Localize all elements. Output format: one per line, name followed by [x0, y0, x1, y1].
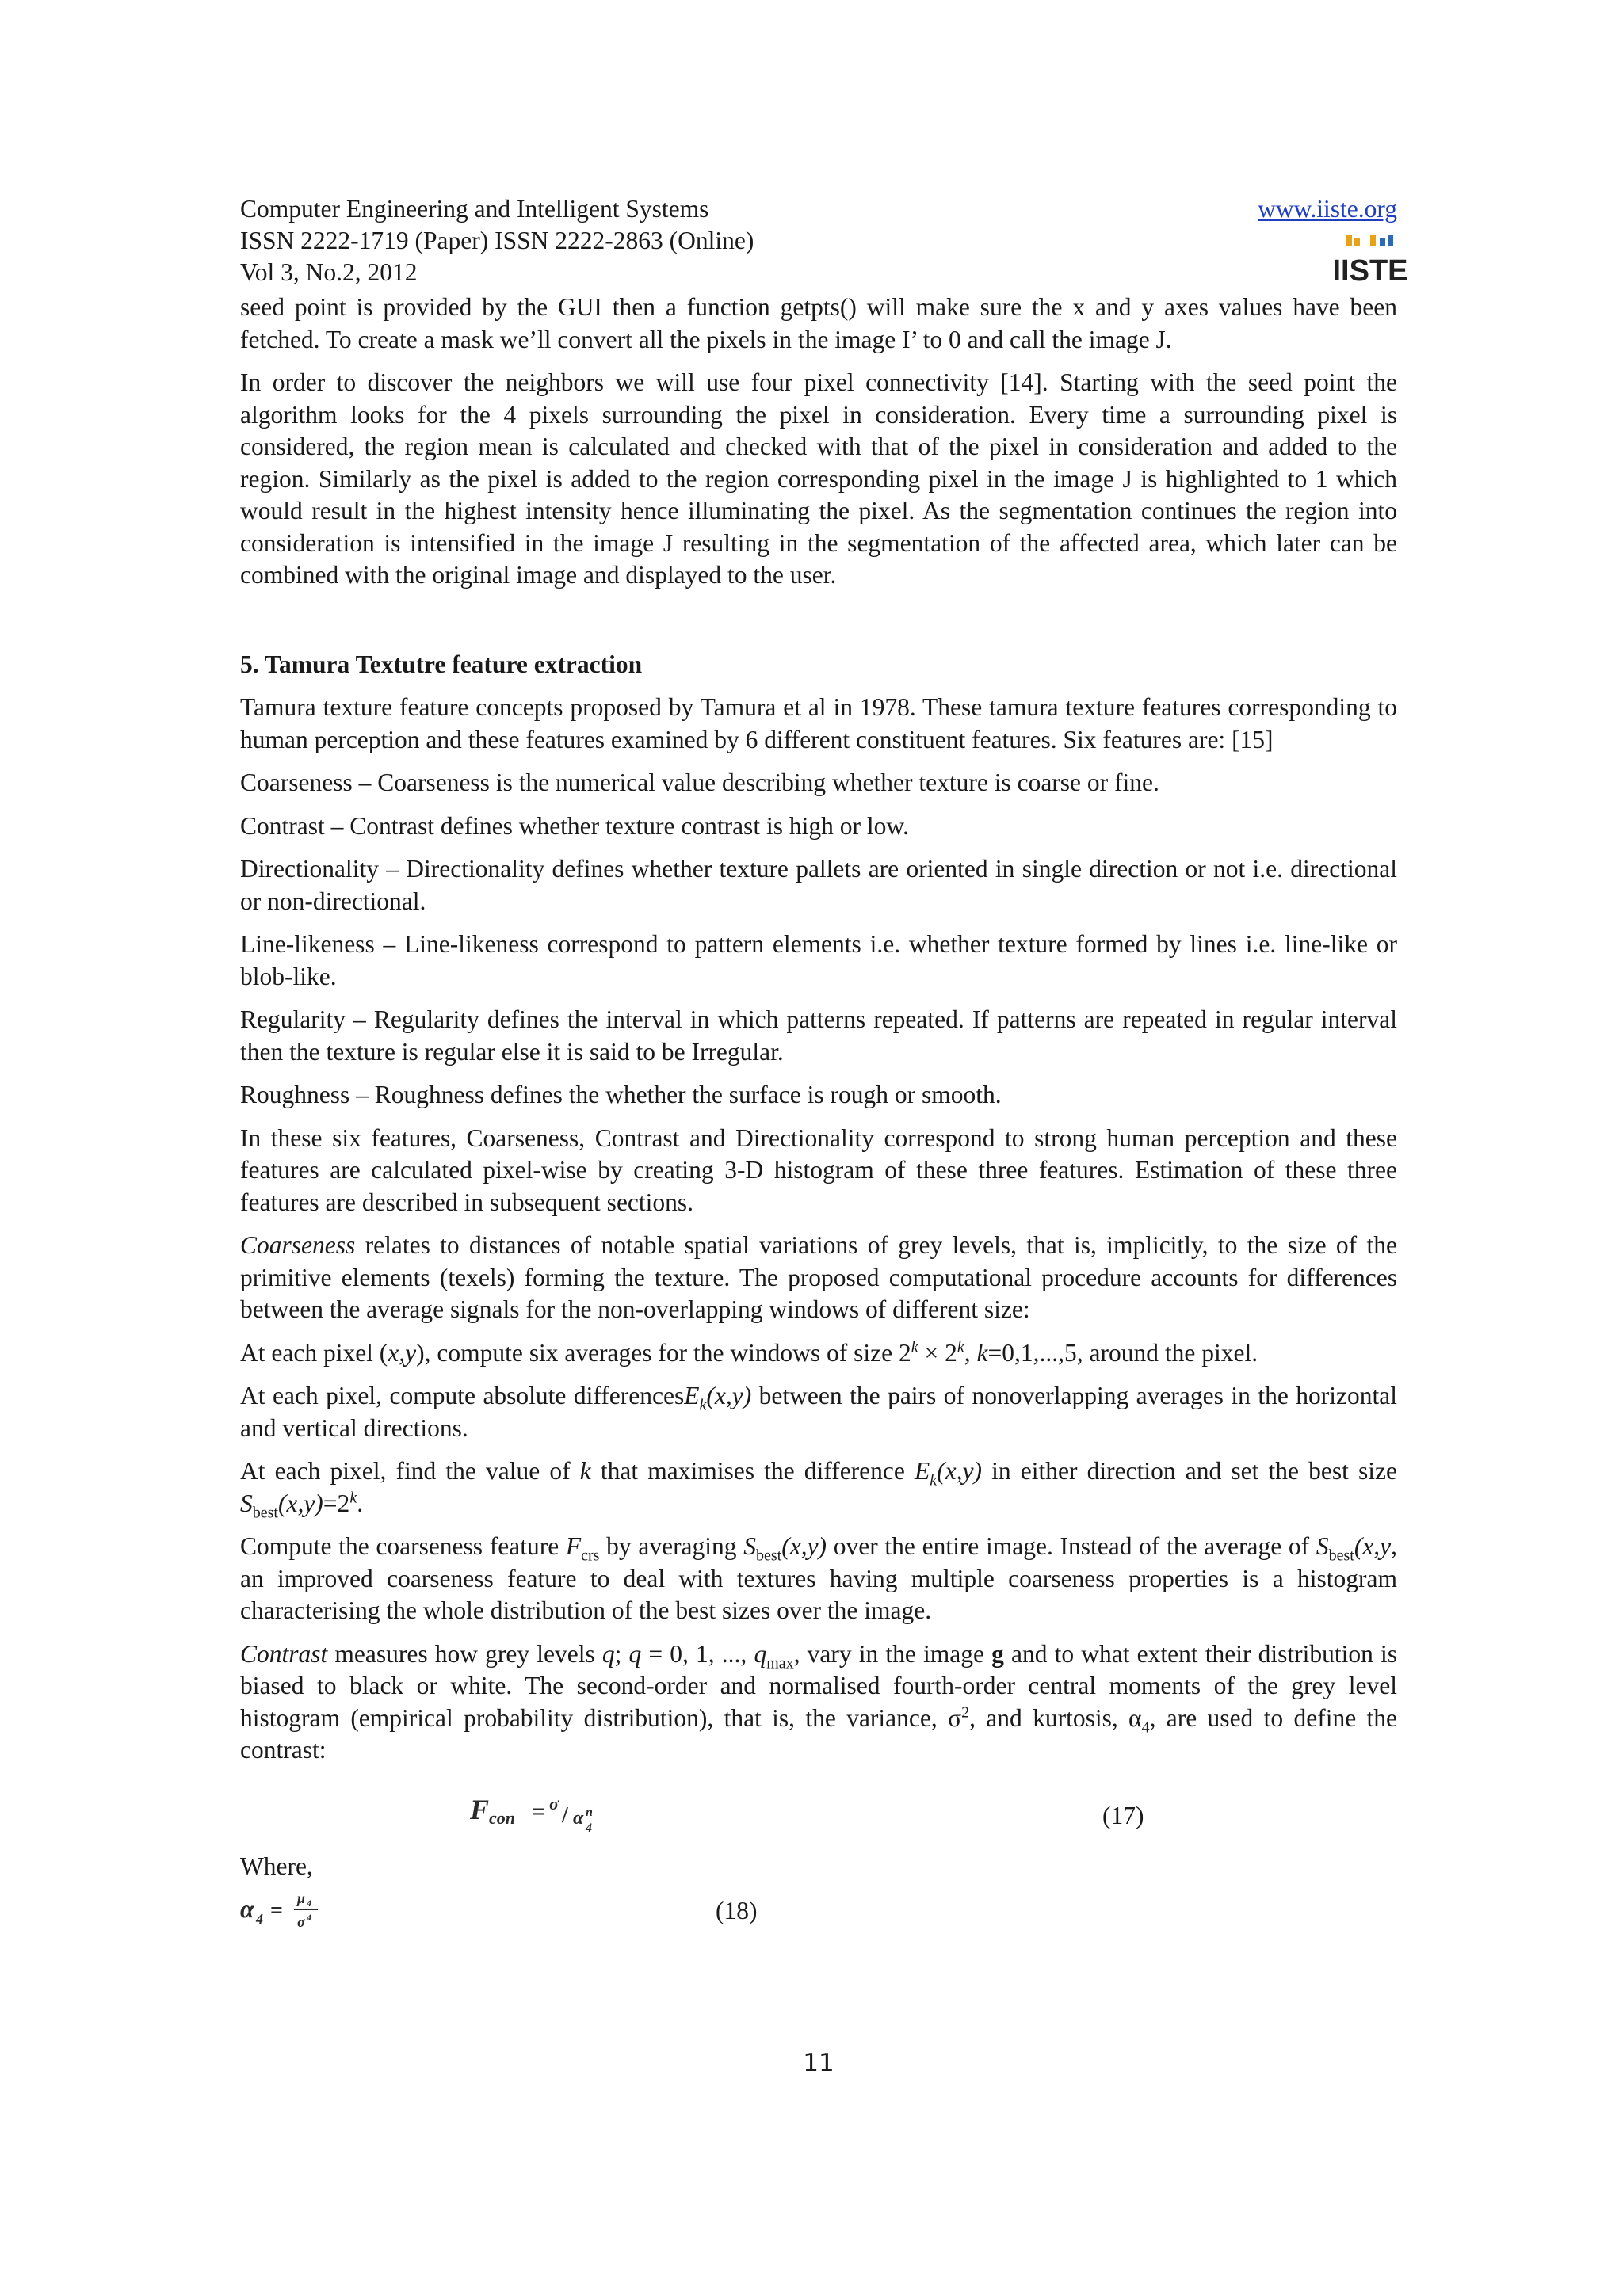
page-number: 11 [803, 2049, 834, 2077]
journal-url-link[interactable]: www.iiste.org [1258, 195, 1397, 223]
paragraph: Coarseness – Coarseness is the numerical value describing whether texture is coarse or fine. [240, 769, 1159, 796]
iiste-logo [1332, 233, 1408, 288]
equation-17 [240, 1784, 1397, 1851]
svg-text:α: α [573, 1807, 584, 1829]
paragraph: Directionality – Directionality defines whether texture pallets are oriented in single direction or not i.e. directional or non-directional. [240, 855, 1397, 915]
equation-17-image [470, 1789, 676, 1840]
paragraph: Roughness – Roughness defines the whether the surface is rough or smooth. [240, 1081, 1002, 1108]
journal-name: Computer Engineering and Intelligent Systems [240, 195, 709, 223]
svg-text:4: 4 [256, 1910, 263, 1927]
svg-text:4: 4 [586, 1821, 592, 1835]
paragraph-maximise: At each pixel, find the value of k that maximises the difference $E_k(x,y)$ in either direction and set the best size $S_{best}(x,y)=2^k$. [240, 1457, 1397, 1521]
svg-text:α: α [240, 1894, 254, 1923]
journal-header [240, 193, 1408, 292]
term-contrast: Contrast [240, 1639, 328, 1668]
paragraph: In order to discover the neighbors we will use four pixel connectivity [14]. Starting with the seed point the algorithm looks for the 4 pixels surrounding the pixel in consideration. Every time a surrounding pixel is considered, the region mean is calculated and checked with that of the pixel in consideration and added to the region. Similarly as the pixel is added to the region corresponding pixel in the image J is highlighted to 1 which would result in the highest intensity hence illuminating the pixel. As the segmentation continues the region into consideration is intensified in the image J resulting in the segmentation of the affected area, which later can be combined with the original image and displayed to the user. [240, 368, 1397, 589]
journal-issn: ISSN 2222-1719 (Paper) ISSN 2222-2863 (Online) [240, 227, 754, 254]
where-label: Where, [240, 1852, 313, 1880]
paragraph-averages: At each pixel (x,y), compute six averages for the windows of size $2^k \times 2^k$, k=0,1,...,5, around the pixel. [240, 1338, 1258, 1367]
svg-text:σ: σ [549, 1793, 559, 1814]
paragraph: Regularity – Regularity defines the interval in which patterns repeated. If patterns are repeated in regular interval then the texture is regular else it is said to be Irregular. [240, 1005, 1397, 1066]
paragraph: seed point is provided by the GUI then a function getpts() will make sure the x and y axes values have been fetched. To create a mask we’ll convert all the pixels in the image I’ to 0 and call the image J. [240, 293, 1397, 353]
svg-text:μ: μ [297, 1890, 306, 1906]
svg-text:σ: σ [297, 1913, 305, 1930]
paragraph-differences: At each pixel, compute absolute differencesE$_k$(x,y) between the pairs of nonoverlapping averages in the horizontal and vertical directions. [240, 1382, 1397, 1442]
svg-text:=: = [532, 1798, 546, 1825]
paragraph: Contrast – Contrast defines whether texture contrast is high or low. [240, 811, 909, 840]
paragraph-coarseness: Coarseness relates to distances of notable spatial variations of grey levels, that is, implicitly, to the size of the primitive elements (texels) forming the texture. The proposed computational procedure accounts for differences between the average signals for the non-overlapping windows of different size: [240, 1231, 1397, 1323]
journal-volume: Vol 3, No.2, 2012 [240, 258, 418, 286]
svg-text:4: 4 [307, 1897, 311, 1909]
equation-18 [240, 1887, 1397, 1943]
svg-text:F: F [470, 1793, 490, 1825]
svg-text:n: n [586, 1805, 593, 1819]
paragraph: Line-likeness – Line-likeness correspond to pattern elements i.e. whether texture formed by lines i.e. line-like or blob-like. [240, 930, 1397, 990]
term-coarseness: Coarseness [240, 1231, 356, 1259]
svg-text:con: con [489, 1807, 515, 1828]
paragraph: Tamura texture feature concepts proposed by Tamura et al in 1978. These tamura texture features corresponding to human perception and these features examined by 6 different constituent features. Six features are: [15] [240, 693, 1397, 753]
section-heading: 5. Tamura Textutre feature extraction [240, 650, 643, 678]
article-body [240, 292, 1397, 1943]
equation-18-image [240, 1887, 327, 1936]
paragraph-coarseness-feature: Compute the coarseness feature $F_{crs}$ by averaging $S_{best}(x,y)$ over the entire image. Instead of the average of $S_{best}(x,y$, an improved coarseness feature to deal with textures having multiple coarseness properties is a histogram characterising the whole distribution of the best sizes over the image. [240, 1532, 1398, 1624]
svg-text:/: / [562, 1802, 568, 1828]
equation-17-number: (17) [1102, 1801, 1144, 1829]
logo-text: IISTE [1332, 254, 1408, 288]
paragraph-contrast: Contrast measures how grey levels q; q = 0, 1, ..., $q_{max}$, vary in the image g and to what extent their distribution is biased to black or white. The second-order and normalised fourth-order central moments of the grey level histogram (empirical probability distribution), that is, the variance, $\sigma^2$, and kurtosis, $\alpha_4$, are used to define the contrast: [240, 1639, 1397, 1764]
paragraph: In these six features, Coarseness, Contrast and Directionality correspond to strong human perception and these features are calculated pixel-wise by creating 3-D histogram of these three features. Estimation of these three features are described in subsequent sections. [240, 1123, 1397, 1216]
svg-text:4: 4 [307, 1911, 311, 1923]
svg-text:=: = [270, 1897, 283, 1923]
equation-18-number: (18) [716, 1896, 758, 1924]
